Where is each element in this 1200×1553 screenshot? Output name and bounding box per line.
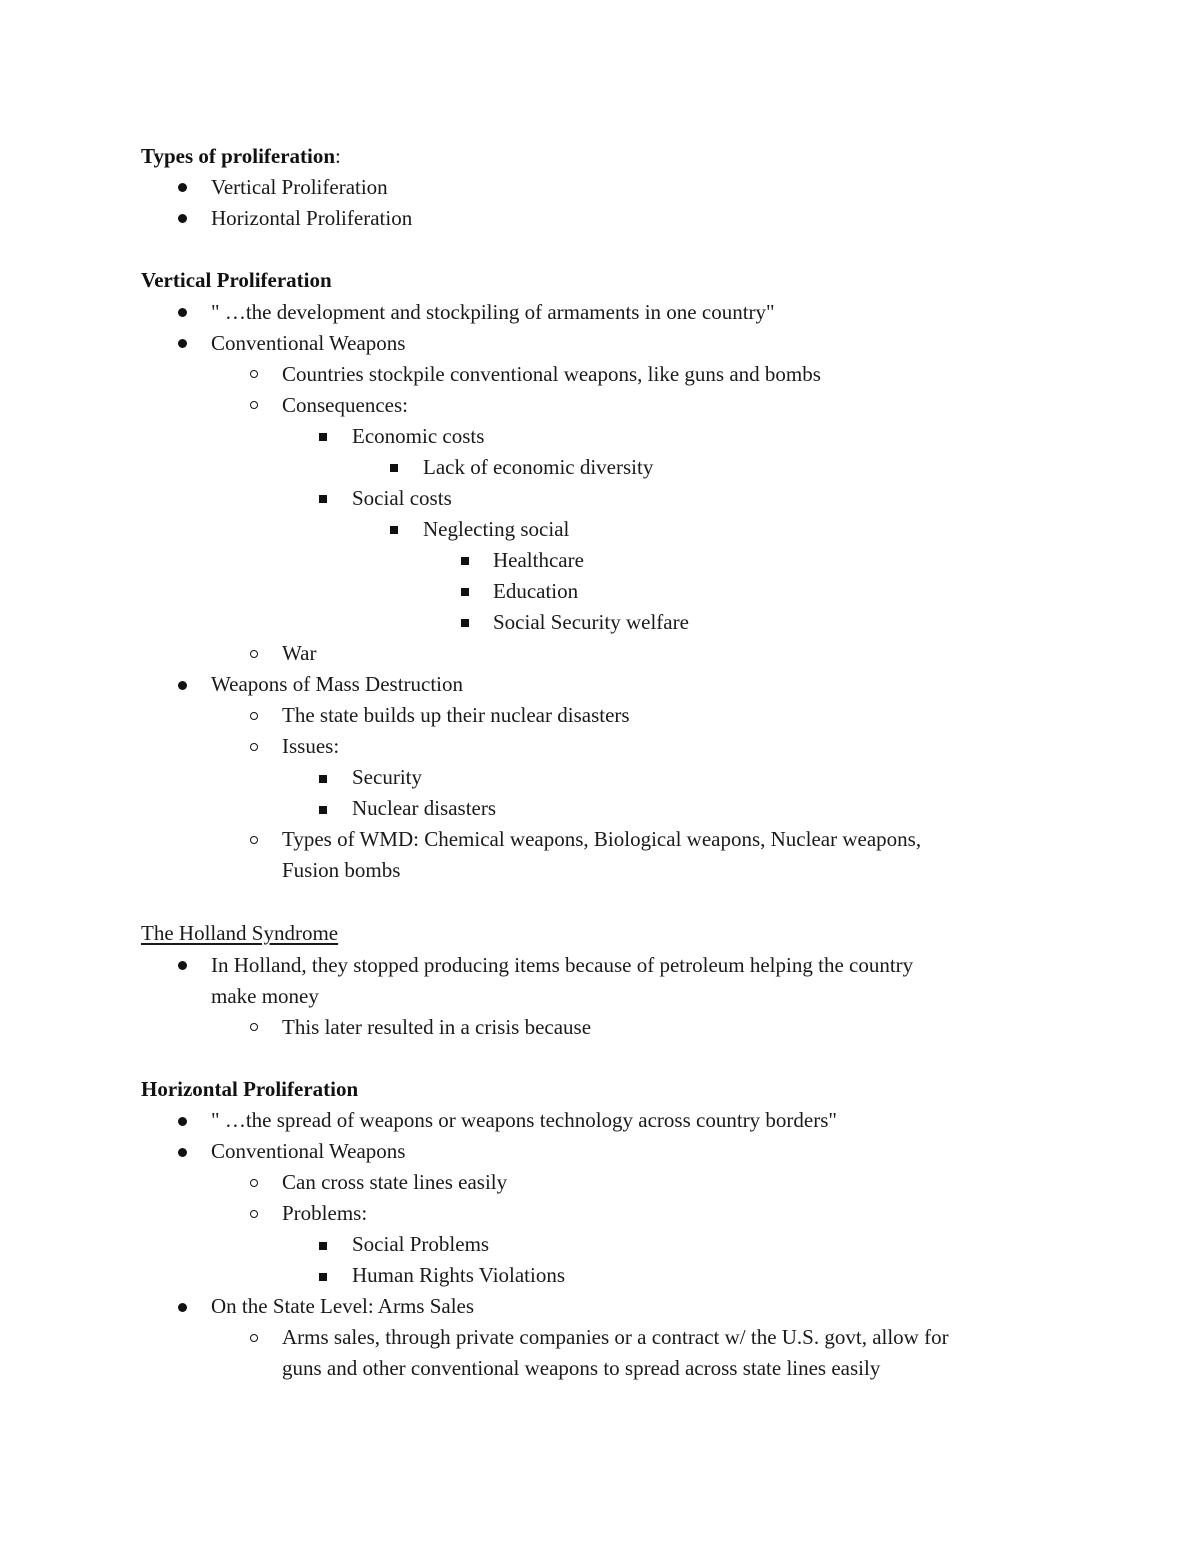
disc-bullet-icon bbox=[178, 339, 187, 348]
disc-bullet-icon bbox=[178, 961, 187, 970]
square-bullet-icon bbox=[390, 526, 398, 534]
list-item-continuation: Fusion bombs bbox=[282, 858, 401, 882]
circle-bullet-icon bbox=[250, 1179, 258, 1187]
list-item: Nuclear disasters bbox=[352, 796, 497, 820]
list-item: Security bbox=[352, 765, 422, 789]
list-item: Neglecting social bbox=[423, 517, 570, 541]
list-item: Human Rights Violations bbox=[352, 1263, 566, 1287]
square-bullet-icon bbox=[319, 433, 327, 441]
disc-bullet-icon bbox=[178, 308, 187, 317]
disc-bullet-icon bbox=[178, 1303, 187, 1312]
list-item: Economic costs bbox=[352, 424, 485, 448]
circle-bullet-icon bbox=[250, 836, 258, 844]
circle-bullet-icon bbox=[250, 1334, 258, 1342]
list-item: Horizontal Proliferation bbox=[211, 206, 413, 230]
square-bullet-icon bbox=[461, 619, 469, 627]
list-item: Problems: bbox=[282, 1201, 368, 1225]
circle-bullet-icon bbox=[250, 1210, 258, 1218]
list-item: Countries stockpile conventional weapons, like guns and bombs bbox=[282, 362, 821, 386]
square-bullet-icon bbox=[461, 588, 469, 596]
square-bullet-icon bbox=[319, 1273, 327, 1281]
list-item: Consequences: bbox=[282, 393, 408, 417]
list-item-continuation: guns and other conventional weapons to spread across state lines easily bbox=[282, 1356, 881, 1380]
horizontal-heading: Horizontal Proliferation bbox=[141, 1077, 359, 1101]
circle-bullet-icon bbox=[250, 401, 258, 409]
list-item: Conventional Weapons bbox=[211, 1139, 406, 1163]
vertical-heading: Vertical Proliferation bbox=[141, 268, 332, 292]
square-bullet-icon bbox=[319, 806, 327, 814]
list-item: " …the development and stockpiling of armaments in one country" bbox=[211, 300, 775, 324]
disc-bullet-icon bbox=[178, 183, 187, 192]
list-item: Lack of economic diversity bbox=[423, 455, 654, 479]
list-item: Social costs bbox=[352, 486, 452, 510]
square-bullet-icon bbox=[461, 557, 469, 565]
list-item: In Holland, they stopped producing items because of petroleum helping the country bbox=[211, 953, 914, 977]
list-item: Social Security welfare bbox=[493, 610, 689, 634]
list-item: Vertical Proliferation bbox=[211, 175, 388, 199]
disc-bullet-icon bbox=[178, 1117, 187, 1126]
disc-bullet-icon bbox=[178, 214, 187, 223]
types-heading: Types of proliferation bbox=[141, 144, 336, 168]
list-item: Types of WMD: Chemical weapons, Biological weapons, Nuclear weapons, bbox=[282, 827, 922, 851]
list-item: Education bbox=[493, 579, 579, 603]
circle-bullet-icon bbox=[250, 650, 258, 658]
list-item: " …the spread of weapons or weapons technology across country borders" bbox=[211, 1108, 837, 1132]
square-bullet-icon bbox=[319, 1242, 327, 1250]
types-heading-line bbox=[141, 141, 341, 172]
circle-bullet-icon bbox=[250, 743, 258, 751]
list-item: Can cross state lines easily bbox=[282, 1170, 508, 1194]
list-item: Healthcare bbox=[493, 548, 584, 572]
circle-bullet-icon bbox=[250, 1023, 258, 1031]
list-item: On the State Level: Arms Sales bbox=[211, 1294, 475, 1318]
types-heading-colon: : bbox=[335, 144, 341, 168]
square-bullet-icon bbox=[319, 495, 327, 503]
disc-bullet-icon bbox=[178, 681, 187, 690]
square-bullet-icon bbox=[390, 464, 398, 472]
list-item: Arms sales, through private companies or a contract w/ the U.S. govt, allow for bbox=[282, 1325, 949, 1349]
list-item: The state builds up their nuclear disasters bbox=[282, 703, 630, 727]
list-item-continuation: make money bbox=[211, 984, 319, 1008]
circle-bullet-icon bbox=[250, 712, 258, 720]
square-bullet-icon bbox=[319, 775, 327, 783]
list-item: War bbox=[282, 641, 317, 665]
list-item: Weapons of Mass Destruction bbox=[211, 672, 464, 696]
list-item: This later resulted in a crisis because bbox=[282, 1015, 592, 1039]
disc-bullet-icon bbox=[178, 1148, 187, 1157]
holland-heading: The Holland Syndrome bbox=[141, 921, 339, 945]
circle-bullet-icon bbox=[250, 370, 258, 378]
list-item: Conventional Weapons bbox=[211, 331, 406, 355]
list-item: Issues: bbox=[282, 734, 340, 758]
list-item: Social Problems bbox=[352, 1232, 490, 1256]
